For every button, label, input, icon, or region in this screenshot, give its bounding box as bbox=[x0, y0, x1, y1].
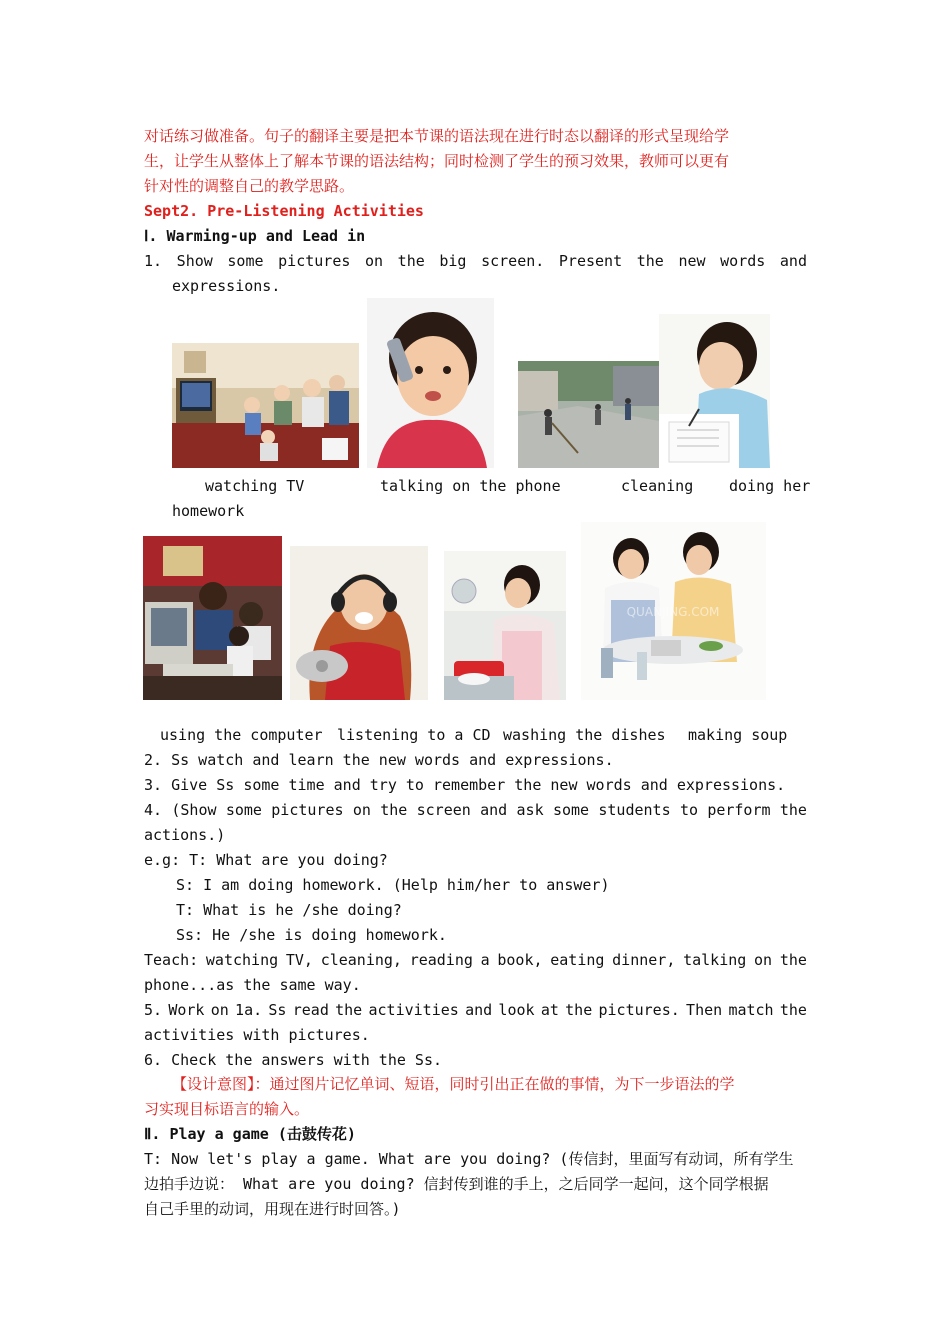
word: ask bbox=[516, 801, 544, 819]
word: 1a. bbox=[235, 1001, 263, 1019]
word: the bbox=[636, 252, 664, 270]
item-5 bbox=[144, 998, 807, 1023]
word: the bbox=[397, 252, 425, 270]
word: 1. bbox=[144, 252, 163, 270]
word: the bbox=[779, 801, 807, 819]
doing-homework-photo bbox=[659, 314, 770, 468]
washing-dishes-photo bbox=[444, 551, 566, 700]
caption-using-computer: using the computer bbox=[160, 726, 323, 744]
word: on bbox=[352, 801, 371, 819]
word: and bbox=[480, 801, 508, 819]
word: screen. bbox=[481, 252, 545, 270]
word: and bbox=[779, 252, 807, 270]
word: read bbox=[292, 1001, 329, 1019]
caption-doing-her: doing her bbox=[729, 477, 811, 495]
caption-talking-on-phone: talking on the phone bbox=[380, 477, 561, 495]
word: 5. bbox=[144, 1001, 163, 1019]
listening-to-cd-photo bbox=[290, 546, 428, 700]
making-soup-photo bbox=[581, 522, 766, 700]
word: pictures bbox=[278, 252, 351, 270]
word: to bbox=[679, 801, 698, 819]
word: cleaning, bbox=[320, 951, 402, 969]
example-line-3: T: What is he /she doing? bbox=[176, 901, 402, 919]
word: on bbox=[754, 951, 773, 969]
word: look bbox=[498, 1001, 535, 1019]
word: the bbox=[380, 801, 408, 819]
word: (Show bbox=[171, 801, 217, 819]
word: on bbox=[210, 1001, 229, 1019]
caption-listening-to-cd: listening to a CD bbox=[337, 726, 491, 744]
intro-line-3: 针对性的调整自己的教学思路。 bbox=[144, 177, 355, 195]
word: talking bbox=[683, 951, 747, 969]
design-intent-line-2: 习实现目标语言的输入。 bbox=[144, 1100, 310, 1118]
word: Teach: bbox=[144, 951, 199, 969]
intro-line-1: 对话练习做准备。句子的翻译主要是把本节课的语法现在进行时态以翻译的形式呈现给学 bbox=[144, 127, 730, 145]
game-line-1: T: Now let's play a game. What are you doing? (传信封，里面写有动词，所有学生 bbox=[144, 1150, 794, 1168]
word: Work bbox=[168, 1001, 205, 1019]
item-2: 2. Ss watch and learn the new words and expressions. bbox=[144, 751, 614, 769]
word: activities bbox=[368, 1001, 459, 1019]
word: a bbox=[480, 951, 490, 969]
word: Then bbox=[686, 1001, 723, 1019]
item-3: 3. Give Ss some time and try to remember the new words and expressions. bbox=[144, 776, 786, 794]
word: new bbox=[678, 252, 706, 270]
word: at bbox=[540, 1001, 559, 1019]
teach-line-continued: phone...as the same way. bbox=[144, 976, 361, 994]
word: pictures. bbox=[598, 1001, 680, 1019]
intro-line-2: 生，让学生从整体上了解本节课的语法结构；同时检测了学生的预习效果，教师可以更有 bbox=[144, 152, 730, 170]
word: words bbox=[720, 252, 766, 270]
item-4 bbox=[144, 798, 807, 823]
word: the bbox=[335, 1001, 363, 1019]
word: book, bbox=[497, 951, 543, 969]
caption-making-soup: making soup bbox=[688, 726, 788, 744]
section-2-heading: Ⅱ. Play a game (击鼓传花) bbox=[144, 1125, 356, 1143]
step-heading: Sept2. Pre-Listening Activities bbox=[144, 202, 424, 220]
word: some bbox=[225, 801, 262, 819]
word: TV, bbox=[285, 951, 313, 969]
word: students bbox=[598, 801, 671, 819]
caption-washing-dishes: washing the dishes bbox=[503, 726, 666, 744]
example-line-1: e.g: T: What are you doing? bbox=[144, 851, 388, 869]
caption-cleaning: cleaning bbox=[621, 477, 694, 495]
word: screen bbox=[416, 801, 471, 819]
word: pictures bbox=[271, 801, 344, 819]
watching-tv-photo bbox=[172, 343, 359, 468]
word: Show bbox=[176, 252, 213, 270]
game-line-2: 边拍手边说： What are you doing? 信封传到谁的手上，之后同学一起问，这个同学根据 bbox=[144, 1175, 769, 1193]
word: eating bbox=[550, 951, 605, 969]
word: some bbox=[552, 801, 590, 819]
word: match bbox=[728, 1001, 774, 1019]
word: and bbox=[465, 1001, 493, 1019]
word: watching bbox=[205, 951, 279, 969]
cleaning-photo bbox=[518, 361, 659, 468]
talking-on-phone-photo bbox=[367, 298, 494, 468]
word: some bbox=[227, 252, 264, 270]
word: perform bbox=[707, 801, 771, 819]
item-1 bbox=[144, 249, 807, 274]
section-1-heading: Ⅰ. Warming-up and Lead in bbox=[144, 227, 366, 245]
word: big bbox=[439, 252, 467, 270]
word: the bbox=[779, 951, 807, 969]
item-5-continued: activities with pictures. bbox=[144, 1026, 370, 1044]
word: 4. bbox=[144, 801, 163, 819]
word: reading bbox=[409, 951, 473, 969]
word: the bbox=[779, 1001, 807, 1019]
teach-line bbox=[144, 948, 807, 973]
word: the bbox=[565, 1001, 593, 1019]
word: Present bbox=[558, 252, 623, 270]
quanjing-watermark: QUANJING.COM bbox=[626, 605, 720, 619]
item-4-continued: actions.) bbox=[144, 826, 226, 844]
using-computer-photo bbox=[143, 536, 282, 700]
example-line-4: Ss: He /she is doing homework. bbox=[176, 926, 447, 944]
example-line-2: S: I am doing homework. (Help him/her to answer) bbox=[176, 876, 610, 894]
word: dinner, bbox=[612, 951, 676, 969]
item-1-continued: expressions. bbox=[172, 277, 281, 295]
caption-homework: homework bbox=[172, 502, 245, 520]
word: on bbox=[365, 252, 384, 270]
word: Ss bbox=[268, 1001, 287, 1019]
game-line-3: 自己手里的动词，用现在进行时回答。) bbox=[144, 1200, 401, 1218]
item-6: 6. Check the answers with the Ss. bbox=[144, 1051, 443, 1069]
design-intent-line-1: 【设计意图】：通过图片记忆单词、短语，同时引出正在做的事情，为下一步语法的学 bbox=[172, 1075, 735, 1093]
caption-watching-tv: watching TV bbox=[205, 477, 305, 495]
